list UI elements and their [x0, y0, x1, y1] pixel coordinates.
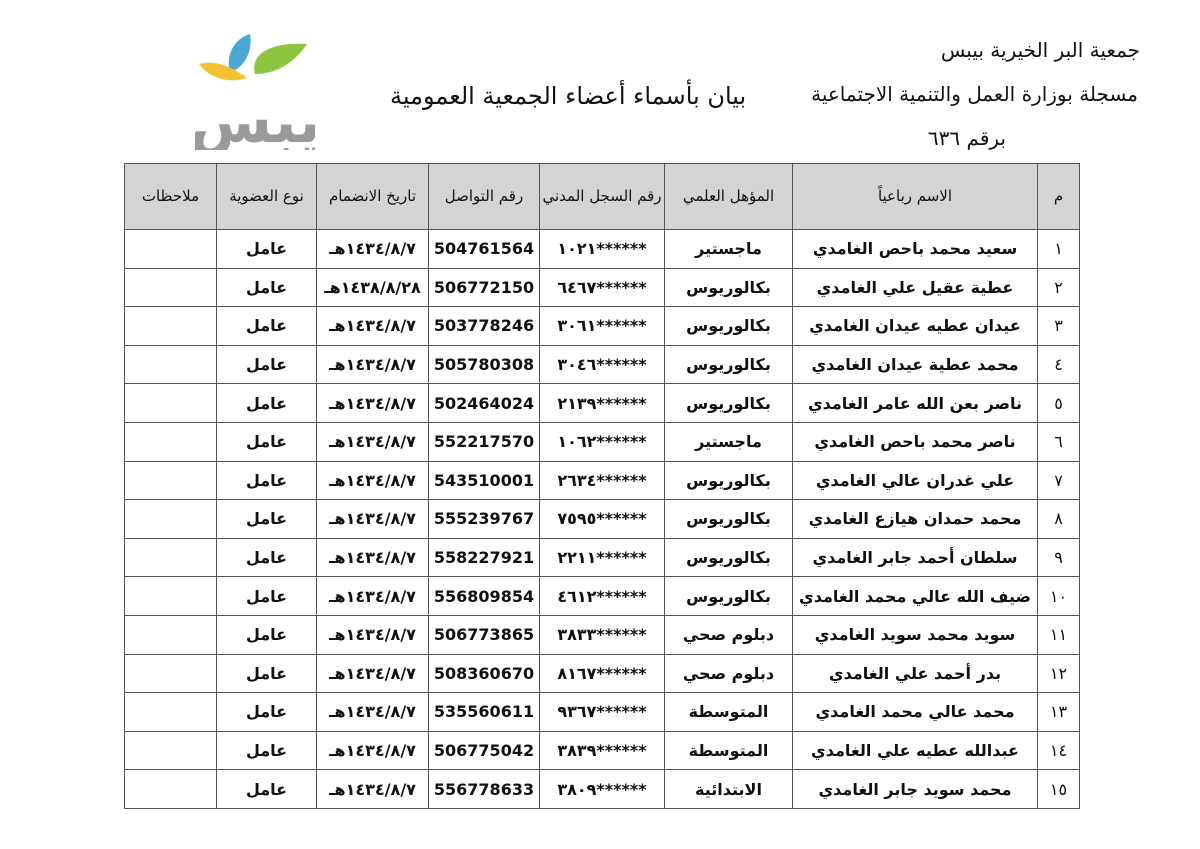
cell-phone: 556778633 — [429, 770, 540, 809]
cell-name: ناصر بعن الله عامر الغامدي — [793, 384, 1038, 423]
cell-num: ١ — [1038, 230, 1080, 269]
cell-membership: عامل — [217, 577, 317, 616]
cell-name: عيدان عطيه عيدان الغامدي — [793, 307, 1038, 346]
cell-notes — [125, 693, 217, 732]
cell-membership: عامل — [217, 693, 317, 732]
cell-membership: عامل — [217, 384, 317, 423]
cell-join-date: ١٤٣٤/٨/٧هـ — [317, 230, 429, 269]
cell-join-date: ١٤٣٤/٨/٧هـ — [317, 654, 429, 693]
cell-join-date: ١٤٣٤/٨/٧هـ — [317, 384, 429, 423]
cell-notes — [125, 770, 217, 809]
table-row — [125, 654, 1080, 693]
cell-civil-id: ٢٢١١****** — [540, 538, 665, 577]
cell-num: ١١ — [1038, 615, 1080, 654]
cell-num: ٨ — [1038, 500, 1080, 539]
cell-name: ناصر محمد باحص الغامدي — [793, 422, 1038, 461]
cell-qualification: بكالوريوس — [665, 384, 793, 423]
cell-join-date: ١٤٣٤/٨/٧هـ — [317, 577, 429, 616]
col-header-phone: رقم التواصل — [429, 164, 540, 230]
cell-notes — [125, 384, 217, 423]
cell-qualification: بكالوريوس — [665, 307, 793, 346]
org-name: جمعية البر الخيرية بيبس — [940, 38, 1140, 62]
cell-name: محمد عطية عيدان الغامدي — [793, 345, 1038, 384]
cell-name: محمد سويد جابر الغامدي — [793, 770, 1038, 809]
cell-civil-id: ٩٣٦٧****** — [540, 693, 665, 732]
cell-membership: عامل — [217, 538, 317, 577]
cell-notes — [125, 307, 217, 346]
col-header-name: الاسم رباعياً — [793, 164, 1038, 230]
cell-join-date: ١٤٣٤/٨/٧هـ — [317, 461, 429, 500]
cell-membership: عامل — [217, 230, 317, 269]
table-row — [125, 770, 1080, 809]
logo — [195, 30, 315, 150]
cell-join-date: ١٤٣٤/٨/٧هـ — [317, 500, 429, 539]
cell-civil-id: ٣٨٣٩****** — [540, 731, 665, 770]
table-row — [125, 307, 1080, 346]
cell-civil-id: ٣٠٦١****** — [540, 307, 665, 346]
cell-phone: 502464024 — [429, 384, 540, 423]
table-row — [125, 345, 1080, 384]
cell-join-date: ١٤٣٤/٨/٧هـ — [317, 615, 429, 654]
cell-membership: عامل — [217, 422, 317, 461]
cell-name: ضيف الله عالي محمد الغامدي — [793, 577, 1038, 616]
cell-num: ٥ — [1038, 384, 1080, 423]
cell-name: محمد عالي محمد الغامدي — [793, 693, 1038, 732]
cell-phone: 555239767 — [429, 500, 540, 539]
cell-join-date: ١٤٣٨/٨/٢٨هـ — [317, 268, 429, 307]
cell-notes — [125, 500, 217, 539]
cell-notes — [125, 731, 217, 770]
cell-name: سعيد محمد باحص الغامدي — [793, 230, 1038, 269]
cell-civil-id: ٤٦١٢****** — [540, 577, 665, 616]
cell-phone: 503778246 — [429, 307, 540, 346]
cell-num: ٦ — [1038, 422, 1080, 461]
cell-membership: عامل — [217, 500, 317, 539]
cell-phone: 506772150 — [429, 268, 540, 307]
cell-num: ١٣ — [1038, 693, 1080, 732]
cell-qualification: المتوسطة — [665, 731, 793, 770]
cell-civil-id: ٨١٦٧****** — [540, 654, 665, 693]
cell-name: علي غدران عالي الغامدي — [793, 461, 1038, 500]
cell-join-date: ١٤٣٤/٨/٧هـ — [317, 345, 429, 384]
cell-name: محمد حمدان هيازع الغامدي — [793, 500, 1038, 539]
cell-qualification: بكالوريوس — [665, 500, 793, 539]
table-row — [125, 422, 1080, 461]
cell-civil-id: ٣٨٣٣****** — [540, 615, 665, 654]
cell-notes — [125, 654, 217, 693]
col-header-join-date: تاريخ الانضمام — [317, 164, 429, 230]
cell-civil-id: ١٠٦٢****** — [540, 422, 665, 461]
cell-phone: 505780308 — [429, 345, 540, 384]
cell-num: ٧ — [1038, 461, 1080, 500]
cell-name: سلطان أحمد جابر الغامدي — [793, 538, 1038, 577]
registration-number: برقم ٦٣٦ — [927, 126, 1006, 150]
cell-civil-id: ٧٥٩٥****** — [540, 500, 665, 539]
registration-line: مسجلة بوزارة العمل والتنمية الاجتماعية — [811, 82, 1138, 106]
cell-qualification: ماجستير — [665, 422, 793, 461]
cell-name: عبدالله عطيه علي الغامدي — [793, 731, 1038, 770]
cell-civil-id: ٣٨٠٩****** — [540, 770, 665, 809]
members-table — [124, 163, 1080, 809]
cell-qualification: بكالوريوس — [665, 461, 793, 500]
cell-num: ١٥ — [1038, 770, 1080, 809]
cell-qualification: بكالوريوس — [665, 345, 793, 384]
col-header-membership: نوع العضوية — [217, 164, 317, 230]
table-row — [125, 731, 1080, 770]
cell-num: ١٤ — [1038, 731, 1080, 770]
cell-membership: عامل — [217, 770, 317, 809]
cell-join-date: ١٤٣٤/٨/٧هـ — [317, 770, 429, 809]
cell-phone: 506775042 — [429, 731, 540, 770]
cell-civil-id: ٢١٣٩****** — [540, 384, 665, 423]
cell-num: ٩ — [1038, 538, 1080, 577]
table-row — [125, 500, 1080, 539]
cell-qualification: دبلوم صحي — [665, 615, 793, 654]
cell-name: سويد محمد سويد الغامدي — [793, 615, 1038, 654]
cell-join-date: ١٤٣٤/٨/٧هـ — [317, 693, 429, 732]
cell-membership: عامل — [217, 345, 317, 384]
cell-notes — [125, 268, 217, 307]
cell-membership: عامل — [217, 615, 317, 654]
logo-text: يبس — [195, 87, 315, 150]
col-header-civil-id: رقم السجل المدني — [540, 164, 665, 230]
col-header-notes: ملاحظات — [125, 164, 217, 230]
cell-membership: عامل — [217, 654, 317, 693]
cell-num: ١٢ — [1038, 654, 1080, 693]
table-row — [125, 268, 1080, 307]
cell-phone: 556809854 — [429, 577, 540, 616]
col-header-num: م — [1038, 164, 1080, 230]
cell-join-date: ١٤٣٤/٨/٧هـ — [317, 538, 429, 577]
cell-num: ٤ — [1038, 345, 1080, 384]
cell-name: بدر أحمد علي الغامدي — [793, 654, 1038, 693]
table-row — [125, 461, 1080, 500]
cell-civil-id: ٣٠٤٦****** — [540, 345, 665, 384]
cell-notes — [125, 230, 217, 269]
cell-num: ١٠ — [1038, 577, 1080, 616]
cell-qualification: ماجستير — [665, 230, 793, 269]
cell-notes — [125, 461, 217, 500]
cell-num: ٣ — [1038, 307, 1080, 346]
cell-phone: 543510001 — [429, 461, 540, 500]
cell-qualification: دبلوم صحي — [665, 654, 793, 693]
cell-notes — [125, 422, 217, 461]
cell-membership: عامل — [217, 731, 317, 770]
logo-mark — [195, 30, 315, 150]
cell-notes — [125, 345, 217, 384]
cell-join-date: ١٤٣٤/٨/٧هـ — [317, 307, 429, 346]
table-row — [125, 577, 1080, 616]
cell-civil-id: ١٠٢١****** — [540, 230, 665, 269]
cell-membership: عامل — [217, 268, 317, 307]
cell-qualification: المتوسطة — [665, 693, 793, 732]
cell-phone: 506773865 — [429, 615, 540, 654]
cell-phone: 552217570 — [429, 422, 540, 461]
document-title: بيان بأسماء أعضاء الجمعية العمومية — [390, 82, 747, 110]
col-header-qualification: المؤهل العلمي — [665, 164, 793, 230]
cell-civil-id: ٦٤٦٧****** — [540, 268, 665, 307]
table-header-row — [125, 164, 1080, 230]
cell-phone: 508360670 — [429, 654, 540, 693]
table-row — [125, 384, 1080, 423]
cell-notes — [125, 577, 217, 616]
cell-notes — [125, 615, 217, 654]
cell-join-date: ١٤٣٤/٨/٧هـ — [317, 422, 429, 461]
cell-notes — [125, 538, 217, 577]
table-row — [125, 538, 1080, 577]
cell-name: عطية عقيل علي الغامدي — [793, 268, 1038, 307]
cell-phone: 558227921 — [429, 538, 540, 577]
cell-qualification: بكالوريوس — [665, 268, 793, 307]
cell-qualification: الابتدائية — [665, 770, 793, 809]
cell-phone: 504761564 — [429, 230, 540, 269]
cell-join-date: ١٤٣٤/٨/٧هـ — [317, 731, 429, 770]
cell-membership: عامل — [217, 461, 317, 500]
cell-membership: عامل — [217, 307, 317, 346]
table-row — [125, 615, 1080, 654]
cell-qualification: بكالوريوس — [665, 577, 793, 616]
cell-civil-id: ٢٦٣٤****** — [540, 461, 665, 500]
table-row — [125, 230, 1080, 269]
table-row — [125, 693, 1080, 732]
cell-qualification: بكالوريوس — [665, 538, 793, 577]
cell-num: ٢ — [1038, 268, 1080, 307]
cell-phone: 535560611 — [429, 693, 540, 732]
